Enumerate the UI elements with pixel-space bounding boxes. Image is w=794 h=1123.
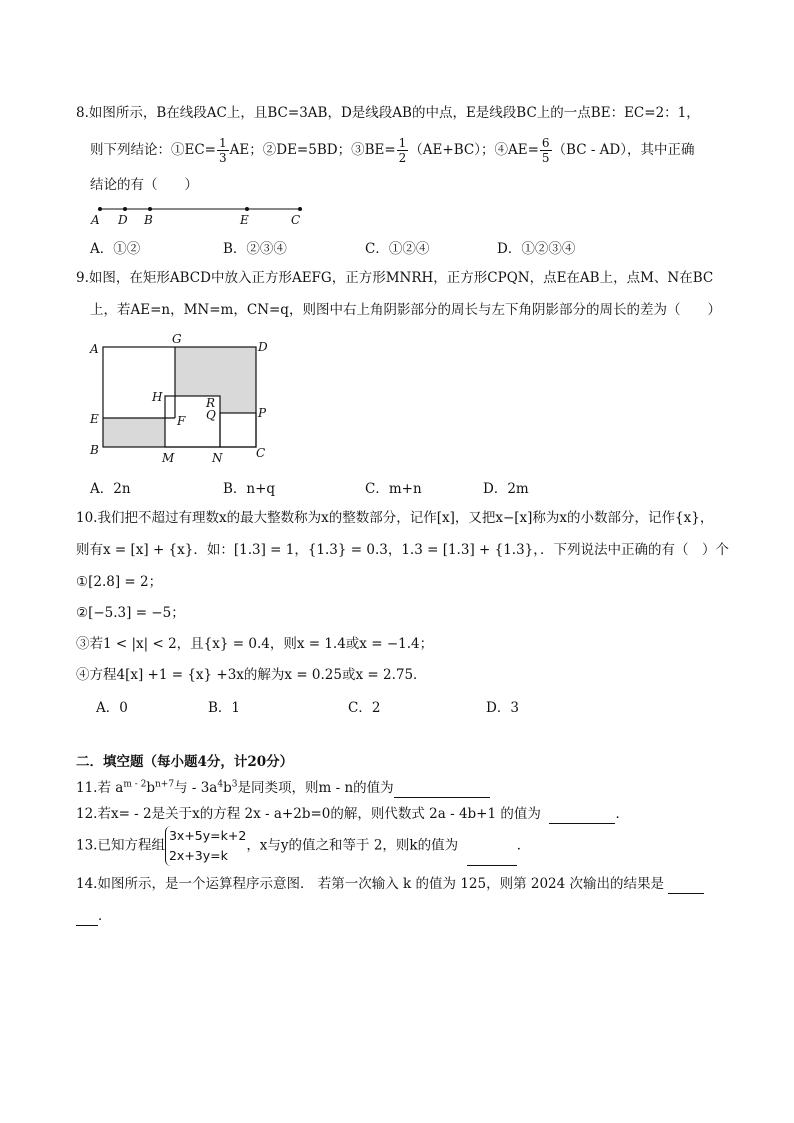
- q10-line1: 10.我们把不超过有理数x的最大整数称为x的整数部分，记作[x]，又把x−[x]称为x的小数部分，记作{x}，: [76, 510, 714, 526]
- q10-option-d[interactable]: D．3: [486, 700, 519, 716]
- label-e: E: [90, 412, 99, 426]
- q8-line2-d: （BC - AD），其中正确: [552, 142, 695, 158]
- answer-blank-13[interactable]: [467, 851, 517, 866]
- q14-line2: ．: [76, 906, 734, 926]
- q8-option-c[interactable]: C．①②④: [365, 241, 430, 257]
- label-d: D: [258, 340, 268, 354]
- label-m: M: [162, 451, 175, 465]
- q8-line2-a: 则下列结论：①EC=: [90, 142, 216, 158]
- label-h: H: [152, 390, 163, 404]
- q8-segment-diagram: [88, 202, 318, 228]
- equation-system: 3x+5y=k+2 2x+3y=k: [165, 826, 246, 866]
- q8-fraction-3: $\frac{6}{5}$: [541, 136, 550, 165]
- q9-option-d[interactable]: D．2m: [483, 481, 529, 497]
- q8-option-b[interactable]: B．②③④: [223, 241, 287, 257]
- answer-blank-14b[interactable]: [76, 911, 98, 926]
- q9-rectangle-diagram: [86, 330, 276, 466]
- q10-option-c[interactable]: C．2: [348, 700, 381, 716]
- label-q: Q: [206, 408, 216, 422]
- q9-line1: 9.如图，在矩形ABCD中放入正方形AEFG，正方形MNRH，正方形CPQN，点E在AB上，点M、N在BC: [76, 270, 714, 286]
- q8-line2-c: （AE+BC）；④AE=: [409, 142, 539, 158]
- answer-blank-12[interactable]: [549, 809, 615, 824]
- q8-fraction-2: $\frac{1}{2}$: [398, 136, 407, 165]
- q9-line2: 上，若AE=n，MN=m，CN=q，则图中右上角阴影部分的周长与左下角阴影部分的周长的差为（ ）: [90, 302, 721, 318]
- q10-statement-1: ①[2.8] = 2；: [76, 574, 163, 590]
- q8-line3: 结论的有（ ）: [90, 177, 198, 193]
- label-a: A: [90, 342, 99, 356]
- answer-blank-14a[interactable]: [668, 879, 704, 894]
- point-label-d: D: [118, 213, 128, 227]
- q8-line2: [90, 136, 734, 165]
- q14-line1: 14.如图所示，是一个运算程序示意图． 若第一次输入 k 的值为 125，则第 2024 次输出的结果是: [76, 874, 734, 894]
- point-label-e: E: [240, 213, 249, 227]
- section-title: 二．填空题（每小题4分，计20分）: [76, 754, 294, 770]
- q10-statement-4: ④方程4[x] +1 = {x} +3x的解为x = 0.25或x = 2.75．: [76, 667, 427, 683]
- label-g: G: [172, 332, 182, 346]
- point-label-a: A: [91, 213, 100, 227]
- point-label-c: C: [291, 213, 301, 227]
- q12-line: 12.若x= - 2是关于x的方程 2x - a+2b=0的解，则代数式 2a - 4b+1 的值为 ．: [76, 806, 629, 822]
- label-n: N: [212, 451, 223, 465]
- q10-statement-2: ②[−5.3] = −5；: [76, 605, 185, 621]
- q9-option-c[interactable]: C．m+n: [365, 481, 422, 497]
- q11-line: 11.若 $a^{m - 2}b^{n+7}$与 - $3a^4b^3$是同类项，则m - n的值为: [76, 778, 734, 798]
- point-label-b: B: [144, 213, 153, 227]
- q10-option-a[interactable]: A．0: [96, 700, 128, 716]
- q8-line1: 8.如图所示，B在线段AC上，且BC=3AB，D是线段AB的中点，E是线段BC上的一点BE：EC=2：1，: [76, 105, 700, 121]
- answer-blank-11[interactable]: [394, 783, 490, 798]
- q10-line2: 则有x = [x] + {x}．如：[1.3] = 1，{1.3} = 0.3，1.3 = [1.3] + {1.3}，．下列说法中正确的有（ ）个: [76, 542, 729, 558]
- q10-statement-3: ③若1 < |x| < 2，且{x} = 0.4，则x = 1.4或x = −1.4；: [76, 636, 434, 652]
- label-b: B: [90, 443, 99, 457]
- q9-option-a[interactable]: A．2n: [90, 481, 131, 497]
- q9-option-b[interactable]: B．n+q: [223, 481, 276, 497]
- label-f: F: [177, 414, 186, 428]
- q8-line2-b: AE；②DE=5BD；③BE=: [229, 142, 396, 158]
- q8-option-d[interactable]: D．①②③④: [497, 241, 576, 257]
- q8-option-a[interactable]: A．①②: [90, 241, 141, 257]
- q8-fraction-1: $\frac{1}{3}$: [219, 136, 227, 165]
- q10-option-b[interactable]: B．1: [208, 700, 241, 716]
- label-p: P: [258, 406, 267, 420]
- label-r: R: [206, 396, 216, 410]
- q13-line: 13.已知方程组3x+5y=k+2 2x+3y=k，x与y的值之和等于 2，则k的值为 ．: [76, 826, 734, 866]
- label-c: C: [256, 446, 266, 460]
